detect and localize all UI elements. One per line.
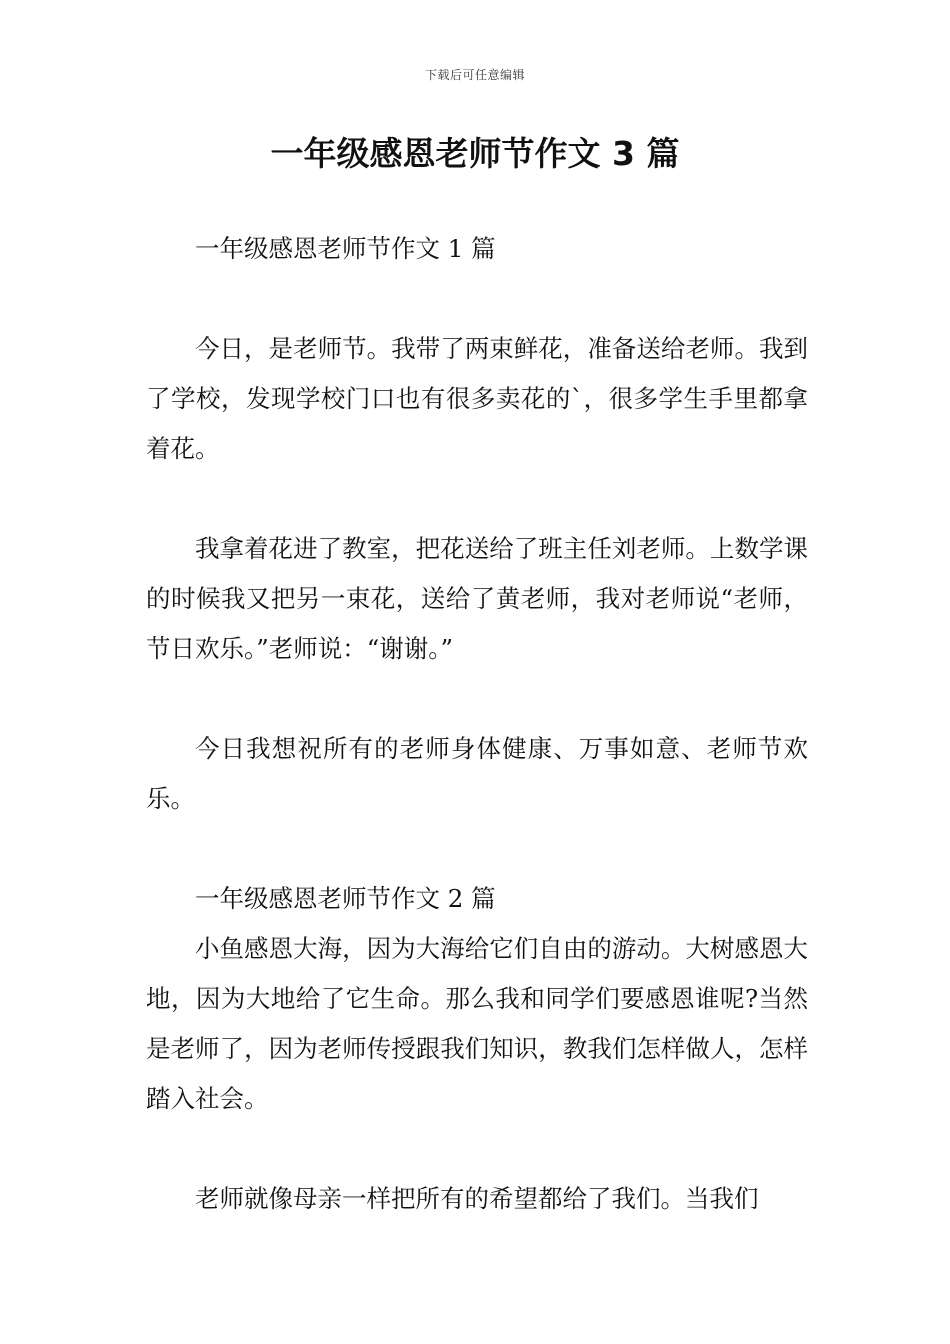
paragraph-gap (146, 674, 808, 724)
document-title: 一年级感恩老师节作文 3 篇 (270, 134, 680, 173)
paragraph-gap (146, 274, 808, 324)
section-heading-2: 一年级感恩老师节作文 2 篇 (195, 884, 496, 913)
paragraph-gap (146, 474, 808, 524)
section-heading-1: 一年级感恩老师节作文 1 篇 (195, 234, 496, 263)
paragraph-3: 今日我想祝所有的老师身体健康、万事如意、老师节欢乐。 (146, 734, 808, 813)
paragraph-gap (146, 1124, 808, 1174)
paragraph-2: 我拿着花进了教室，把花送给了班主任刘老师。上数学课的时候我又把另一束花，送给了黄老师，我对老师说“老师，节日欢乐。”老师说：“谢谢。” (146, 534, 808, 663)
document-body (146, 224, 808, 1224)
header-note: 下载后可任意编辑 (424, 68, 525, 82)
paragraph-4: 小鱼感恩大海，因为大海给它们自由的游动。大树感恩大地，因为大地给了它生命。那么我和同学们要感恩谁呢?当然是老师了，因为老师传授跟我们知识，教我们怎样做人，怎样踏入社会。 (146, 934, 808, 1113)
paragraph-gap (146, 824, 808, 874)
paragraph-5: 老师就像母亲一样把所有的希望都给了我们。当我们 (195, 1184, 759, 1213)
paragraph-1: 今日，是老师节。我带了两束鲜花，准备送给老师。我到了学校，发现学校门口也有很多卖花的`，很多学生手里都拿着花。 (146, 334, 808, 463)
